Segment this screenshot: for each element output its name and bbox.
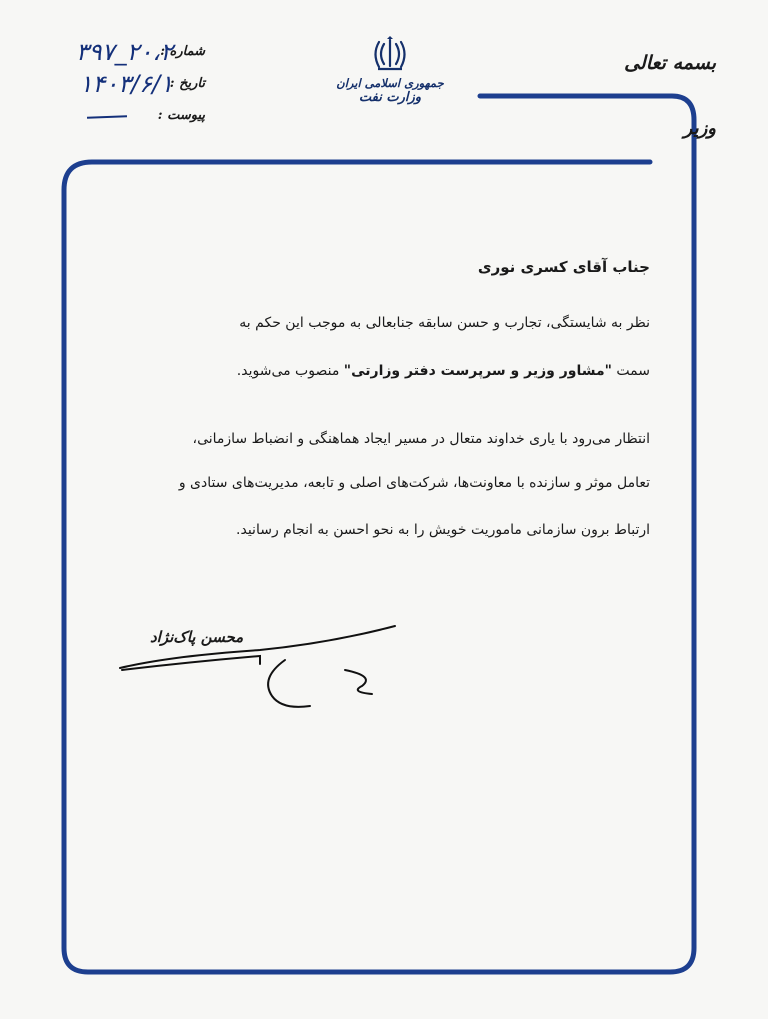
p2-position: "مشاور وزیر و سرپرست دفتر وزارتی" [343, 363, 612, 379]
attachment-label: پیوست : [157, 108, 205, 123]
p2-suffix: منصوب می‌شوید. [236, 363, 344, 379]
letter-meta [30, 38, 205, 124]
paragraph-line-4: تعامل موثر و سازنده با معاونت‌ها، شرکت‌های اصلی و تابعه، مدیریت‌های ستادی و [178, 475, 650, 491]
attachment-dash [87, 115, 127, 118]
paragraph-line-3: انتظار می‌رود با یاری خداوند متعال در مسیر ایجاد هماهنگی و انضباط سازمانی، [192, 431, 650, 447]
basmala-block [624, 52, 716, 74]
date-row [30, 70, 205, 102]
number-value: ۲۰،۲_۳۹۷ [75, 38, 173, 66]
addressee: جناب آقای کسری نوری [477, 258, 650, 276]
number-label: شماره : [160, 44, 205, 59]
basmala: بسمه تعالی [624, 52, 716, 74]
date-value: ۱۴۰۳/۶/۱ [79, 70, 173, 98]
emblem-ministry: وزارت نفت [358, 90, 422, 105]
p2-prefix: سمت [611, 363, 650, 379]
minister-title: وزیر [683, 118, 716, 139]
number-row [30, 38, 205, 70]
paragraph-line-5: ارتباط برون سازمانی ماموریت خویش را به نحو احسن به انجام رسانید. [236, 522, 650, 538]
attachment-row [30, 102, 205, 124]
date-label: تاریخ : [169, 76, 205, 91]
emblem-block [325, 36, 455, 105]
paragraph-line-1: نظر به شایستگی، تجارب و حسن سابقه جنابعالی به موجب این حکم به [239, 315, 650, 331]
emblem-country: جمهوری اسلامی ایران [336, 76, 444, 90]
signatory-name: محسن پاک‌نژاد [150, 628, 244, 646]
iran-emblem-icon [370, 36, 410, 74]
paragraph-line-2 [120, 364, 650, 378]
